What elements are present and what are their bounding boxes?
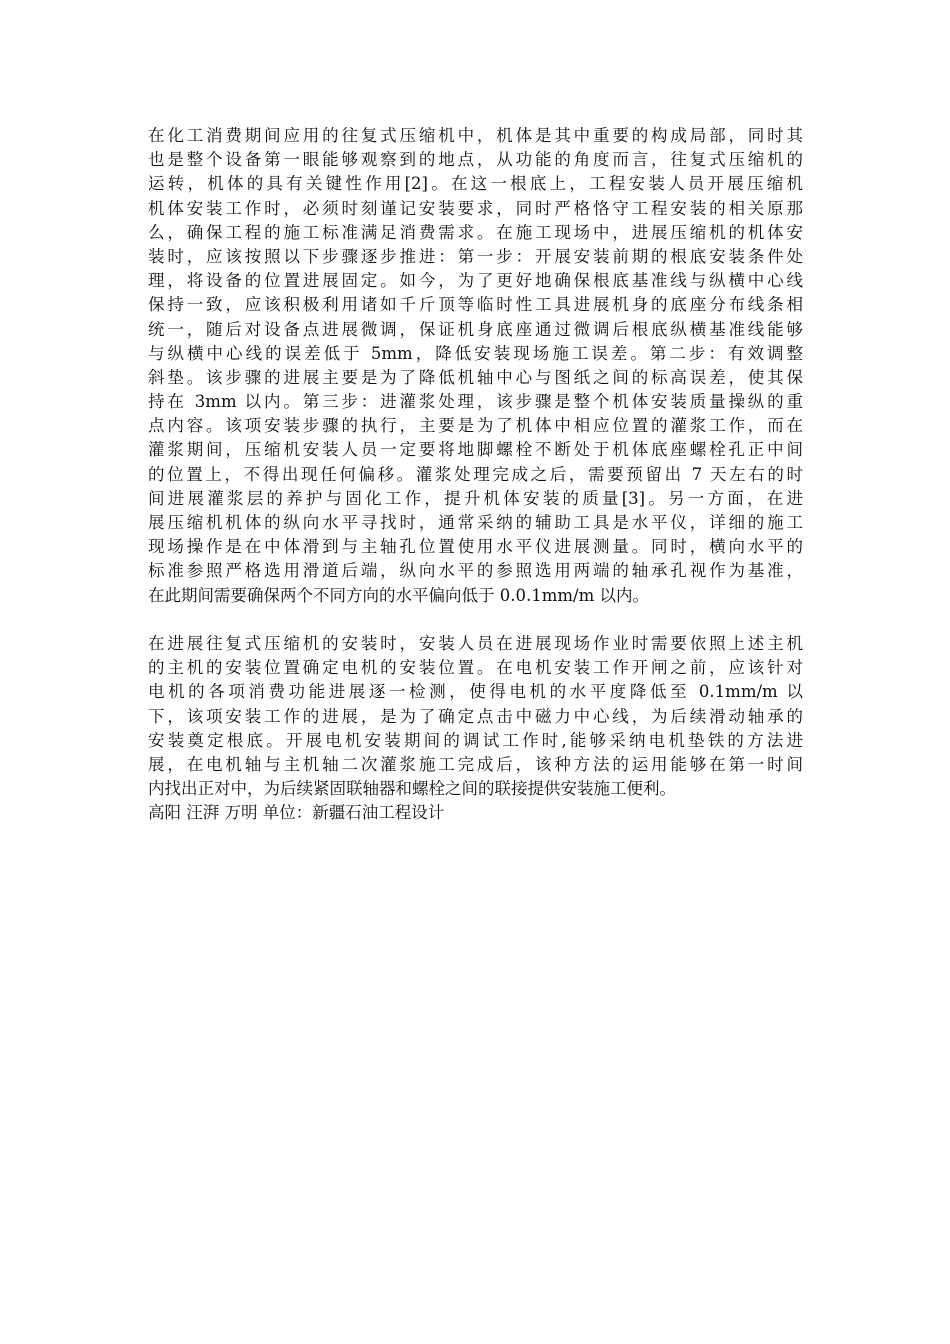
text-line: 内找出正对中，为后续紧固联轴器和螺栓之间的联接提供安装施工便利。 — [148, 779, 676, 799]
text-line: 与纵横中心线的误差低于 5mm，降低安装现场施工误差。第二步：有效调整 — [148, 343, 803, 363]
text-line: 现场操作是在中体滑到与主轴孔位置使用水平仪进展测量。同时，横向水平的 — [148, 537, 803, 557]
text-line: 理，将设备的位置进展固定。如今，为了更好地确保根底基准线与纵横中心线 — [148, 271, 803, 291]
text-line: 展压缩机机体的纵向水平寻找时，通常采纳的辅助工具是水平仪，详细的施工 — [148, 513, 803, 532]
document-body — [148, 124, 803, 825]
text-line: 么，确保工程的施工标准满足消费需求。在施工现场中，进展压缩机的机体安 — [148, 222, 803, 242]
author-affiliation-line: 高阳 汪湃 万明 单位：新疆石油工程设计 — [148, 803, 445, 823]
text-line: 保持一致，应该积极利用诸如千斤顶等临时性工具进展机身的底座分布线条相 — [148, 295, 803, 315]
paragraph-spacer — [148, 608, 803, 632]
text-line: 间进展灌浆层的养护与固化工作，提升机体安装的质量[3]。另一方面，在进 — [148, 488, 803, 508]
paragraph-motor-installation — [148, 632, 803, 801]
text-line: 斜垫。该步骤的进展主要是为了降低机轴中心与图纸之间的标高误差，使其保 — [148, 367, 803, 387]
text-line: 持在 3mm 以内。第三步：进灌浆处理，该步骤是整个机体安装质量操纵的重 — [148, 392, 803, 412]
text-line: 运转，机体的具有关键性作用[2]。在这一根底上，工程安装人员开展压缩机 — [148, 174, 803, 194]
text-line: 的主机的安装位置确定电机的安装位置。在电机安装工作开闸之前，应该针对 — [148, 658, 803, 678]
text-line: 在此期间需要确保两个不同方向的水平偏向低于 0.0.1mm/m 以内。 — [148, 585, 649, 605]
text-line: 在化工消费期间应用的往复式压缩机中，机体是其中重要的构成局部，同时其 — [148, 126, 803, 145]
text-line: 统一，随后对设备点进展微调，保证机身底座通过微调后根底纵横基准线能够 — [148, 319, 803, 339]
text-line: 点内容。该项安装步骤的执行，主要是为了机体中相应位置的灌浆工作，而在 — [148, 416, 803, 436]
text-line: 灌浆期间，压缩机安装人员一定要将地脚螺栓不断处于机体底座螺栓孔正中间 — [148, 440, 803, 460]
text-line: 也是整个设备第一眼能够观察到的地点，从功能的角度而言，往复式压缩机的 — [148, 150, 803, 170]
paragraph-compressor-body-installation — [148, 124, 803, 608]
text-line: 电机的各项消费功能进展逐一检测，使得电机的水平度降低至 0.1mm/m 以 — [148, 682, 803, 702]
text-line: 机体安装工作时，必须时刻谨记安装要求，同时严格恪守工程安装的相关原那 — [148, 198, 803, 218]
text-line: 装时，应该按照以下步骤逐步推进：第一步：开展安装前期的根底安装条件处 — [148, 246, 803, 266]
text-line: 安装奠定根底。开展电机安装期间的调试工作时,能够采纳电机垫铁的方法进 — [148, 730, 803, 750]
text-line: 在进展往复式压缩机的安装时，安装人员在进展现场作业时需要依照上述主机 — [148, 633, 803, 653]
text-line: 展，在电机轴与主机轴二次灌浆施工完成后，该种方法的运用能够在第一时间 — [148, 754, 803, 774]
text-line: 的位置上，不得出现任何偏移。灌浆处理完成之后，需要预留出 7 天左右的时 — [148, 464, 803, 484]
text-line: 标准参照严格选用滑道后端，纵向水平的参照选用两端的轴承孔视作为基准， — [148, 561, 803, 581]
text-line: 下，该项安装工作的进展，是为了确定点击中磁力中心线，为后续滑动轴承的 — [148, 706, 803, 726]
